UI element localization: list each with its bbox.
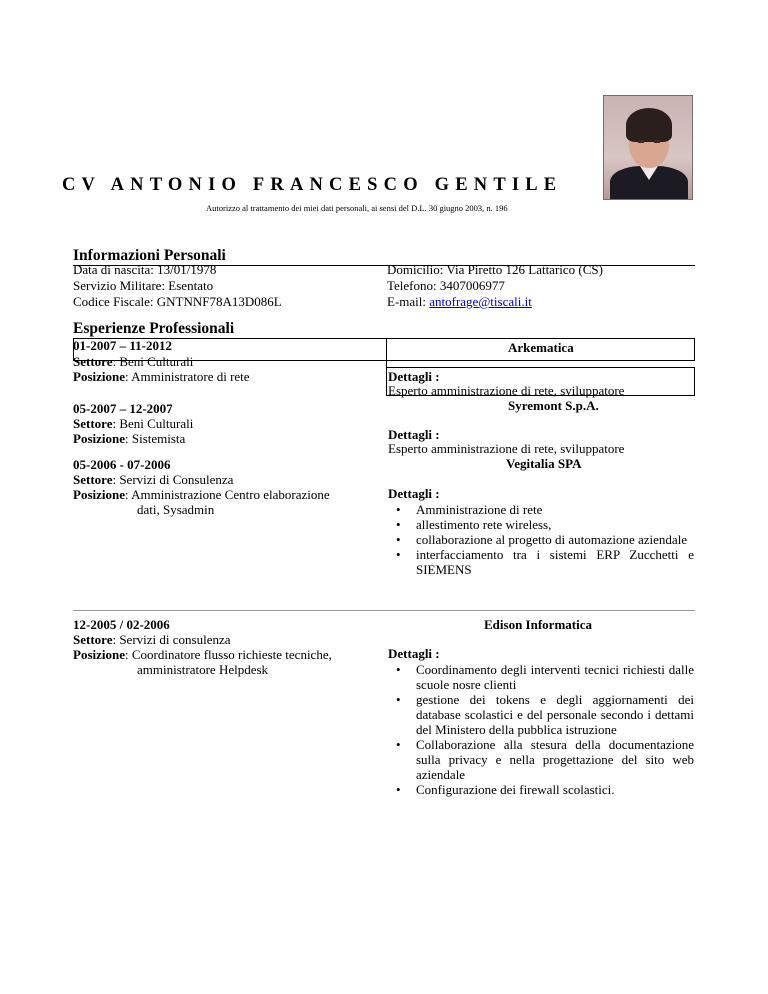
experience-heading: Esperienze Professionali — [73, 320, 235, 337]
job-3-bullet: • Amministrazione di rete — [388, 502, 694, 517]
job-separator — [73, 610, 695, 611]
tax-code: Codice Fiscale: GNTNNF78A13D086L — [73, 294, 282, 309]
job-1-period: 01-2007 – 11-2012 — [73, 338, 172, 353]
job-2-sector: Settore: Beni Culturali — [73, 416, 194, 431]
job-4-bullet: • Configurazione dei firewall scolastici. — [388, 782, 694, 797]
job-2-details: Esperto amministrazione di rete, sviluppatore — [388, 441, 625, 456]
email-link[interactable]: antofrage@tiscali.it — [429, 294, 532, 309]
job-1-sector: Settore: Beni Culturali — [73, 354, 194, 369]
personal-info-heading: Informazioni Personali — [73, 247, 226, 264]
job-4-bullet: • Collaborazione alla stesura della documentazione sulla privacy e nella progettazione del sito web aziendale — [388, 737, 694, 782]
job-4-position: Posizione: Coordinatore flusso richieste tecniche, — [73, 647, 332, 662]
job-4-bullet: • Coordinamento degli interventi tecnici richiesti dalle scuole nosre clienti — [388, 662, 694, 692]
job-4-sector: Settore: Servizi di consulenza — [73, 632, 231, 647]
job-4-bullet: • gestione dei tokens e degli aggiornamenti dei database scolastici e del personale secondo i dettami del Ministero della pubblica istruzione — [388, 692, 694, 737]
job-1-details-label: Dettagli : — [388, 369, 440, 384]
address: Domicilio: Via Piretto 126 Lattarico (CS) — [387, 262, 603, 277]
job-3-bullet: • interfacciamento tra i sistemi ERP Zucchetti e SIEMENS — [388, 547, 694, 577]
job-4-company: Edison Informatica — [484, 617, 592, 632]
birth-date: Data di nascita: 13/01/1978 — [73, 262, 217, 277]
cv-title: CV ANTONIO FRANCESCO GENTILE — [62, 175, 563, 195]
job-3-period: 05-2006 - 07-2006 — [73, 457, 171, 472]
job-3-position-cont: dati, Sysadmin — [137, 502, 215, 517]
job-1-divider — [386, 338, 387, 368]
profile-photo — [603, 95, 693, 200]
job-2-details-label: Dettagli : — [388, 427, 440, 442]
job-3-bullet: • collaborazione al progetto di automazione aziendale — [388, 532, 694, 547]
phone: Telefono: 3407006977 — [387, 278, 505, 293]
email-line: E-mail: antofrage@tiscali.it — [387, 294, 532, 309]
job-4-period: 12-2005 / 02-2006 — [73, 617, 170, 632]
privacy-authorization: Autorizzo al trattamento dei miei dati personali, ai sensi del D.L. 30 giugno 2003, n. 196 — [206, 203, 508, 213]
job-4-details-list — [388, 662, 694, 797]
job-1-position: Posizione: Amministratore di rete — [73, 369, 250, 384]
job-1-company: Arkematica — [508, 340, 574, 355]
job-3-details-label: Dettagli : — [388, 486, 440, 501]
job-2-company: Syremont S.p.A. — [508, 398, 599, 413]
job-3-company: Vegitalia SPA — [506, 456, 582, 471]
job-4-details-label: Dettagli : — [388, 646, 440, 661]
job-2-period: 05-2007 – 12-2007 — [73, 401, 173, 416]
military-service: Servizio Militare: Esentato — [73, 278, 214, 293]
job-4-position-cont: amministratore Helpdesk — [137, 662, 269, 677]
job-1-details: Esperto amministrazione di rete, sviluppatore — [388, 383, 625, 398]
job-3-details-list — [388, 502, 694, 577]
job-3-position: Posizione: Amministrazione Centro elaborazione — [73, 487, 330, 502]
job-3-sector: Settore: Servizi di Consulenza — [73, 472, 234, 487]
job-2-position: Posizione: Sistemista — [73, 431, 186, 446]
job-3-bullet: • allestimento rete wireless, — [388, 517, 694, 532]
